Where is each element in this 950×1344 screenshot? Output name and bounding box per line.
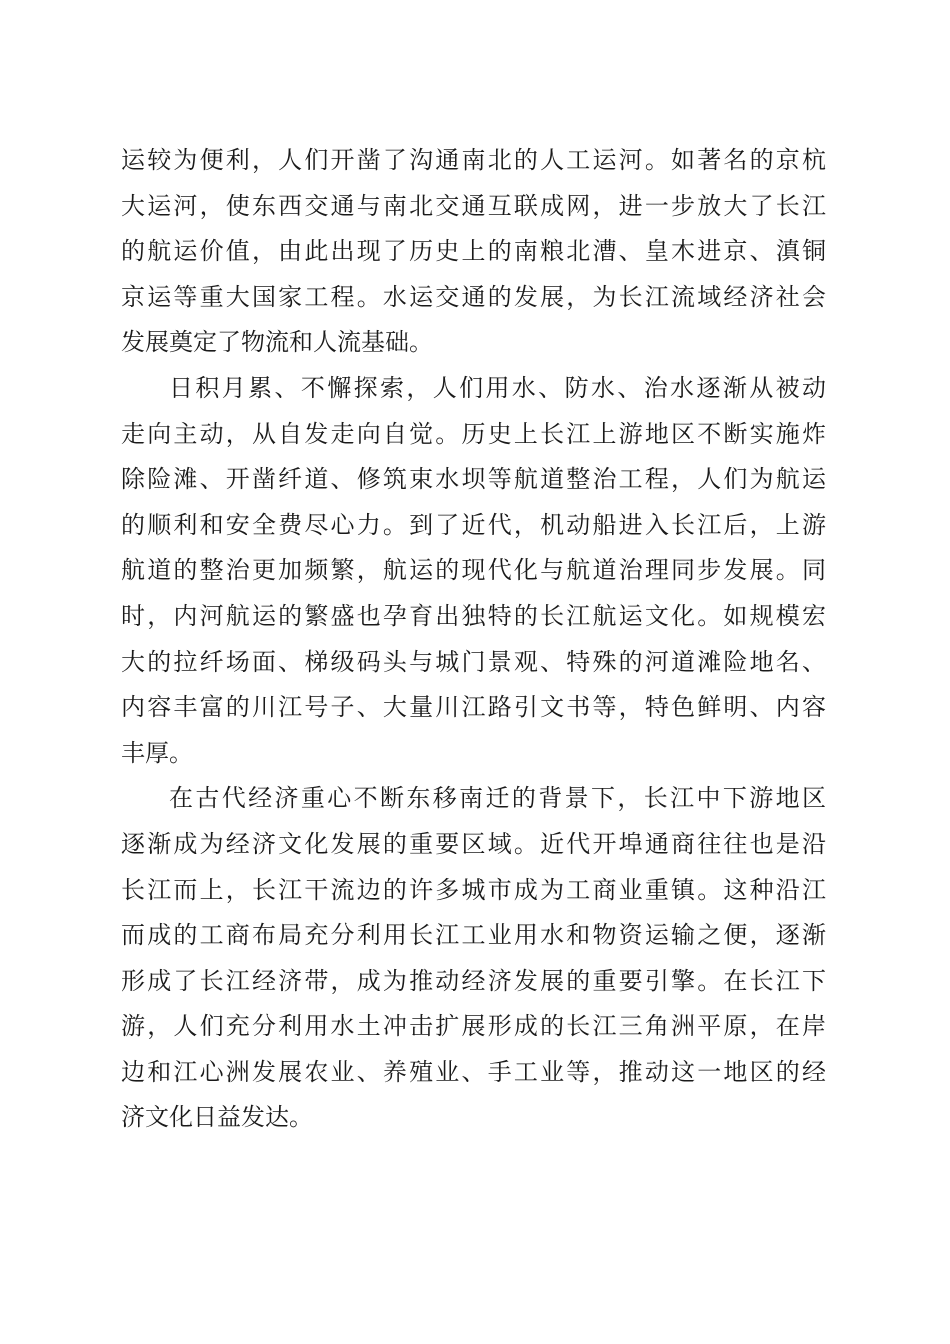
text-line: 时，内河航运的繁盛也孕育出独特的长江航运文化。如规模宏 <box>121 601 826 630</box>
text-line: 的航运价值，由此出现了历史上的南粮北漕、皇木进京、滇铜 <box>121 237 826 266</box>
text-line: 的顺利和安全费尽心力。到了近代，机动船进入长江后，上游 <box>121 510 826 539</box>
text-line: 日积月累、不懈探索，人们用水、防水、治水逐渐从被动 <box>169 373 826 402</box>
text-line: 边和江心洲发展农业、养殖业、手工业等，推动这一地区的经 <box>121 1057 826 1086</box>
text-line: 形成了长江经济带，成为推动经济发展的重要引擎。在长江下 <box>121 966 826 995</box>
text-line: 大运河，使东西交通与南北交通互联成网，进一步放大了长江 <box>121 191 826 220</box>
text-line: 发展奠定了物流和人流基础。 <box>121 328 433 357</box>
text-line: 游，人们充分利用水土冲击扩展形成的长江三角洲平原，在岸 <box>121 1012 826 1041</box>
text-line: 京运等重大国家工程。水运交通的发展，为长江流域经济社会 <box>121 282 826 311</box>
text-line: 丰厚。 <box>121 738 193 767</box>
text-line: 长江而上，长江干流边的许多城市成为工商业重镇。这种沿江 <box>121 875 826 904</box>
text-line: 而成的工商布局充分利用长江工业用水和物资运输之便，逐渐 <box>121 921 826 950</box>
text-line: 在古代经济重心不断东移南迁的背景下，长江中下游地区 <box>169 784 826 813</box>
body-text <box>121 138 826 1141</box>
text-line: 运较为便利，人们开凿了沟通南北的人工运河。如著名的京杭 <box>121 146 826 174</box>
text-line: 逐渐成为经济文化发展的重要区域。近代开埠通商往往也是沿 <box>121 829 826 858</box>
text-line: 除险滩、开凿纤道、修筑束水坝等航道整治工程，人们为航运 <box>121 465 826 494</box>
text-line: 航道的整治更加频繁，航运的现代化与航道治理同步发展。同 <box>121 556 826 585</box>
text-line: 济文化日益发达。 <box>121 1103 313 1132</box>
text-line: 走向主动，从自发走向自觉。历史上长江上游地区不断实施炸 <box>121 419 826 448</box>
text-line: 内容丰富的川江号子、大量川江路引文书等，特色鲜明、内容 <box>121 693 826 722</box>
text-line: 大的拉纤场面、梯级码头与城门景观、特殊的河道滩险地名、 <box>121 647 826 676</box>
